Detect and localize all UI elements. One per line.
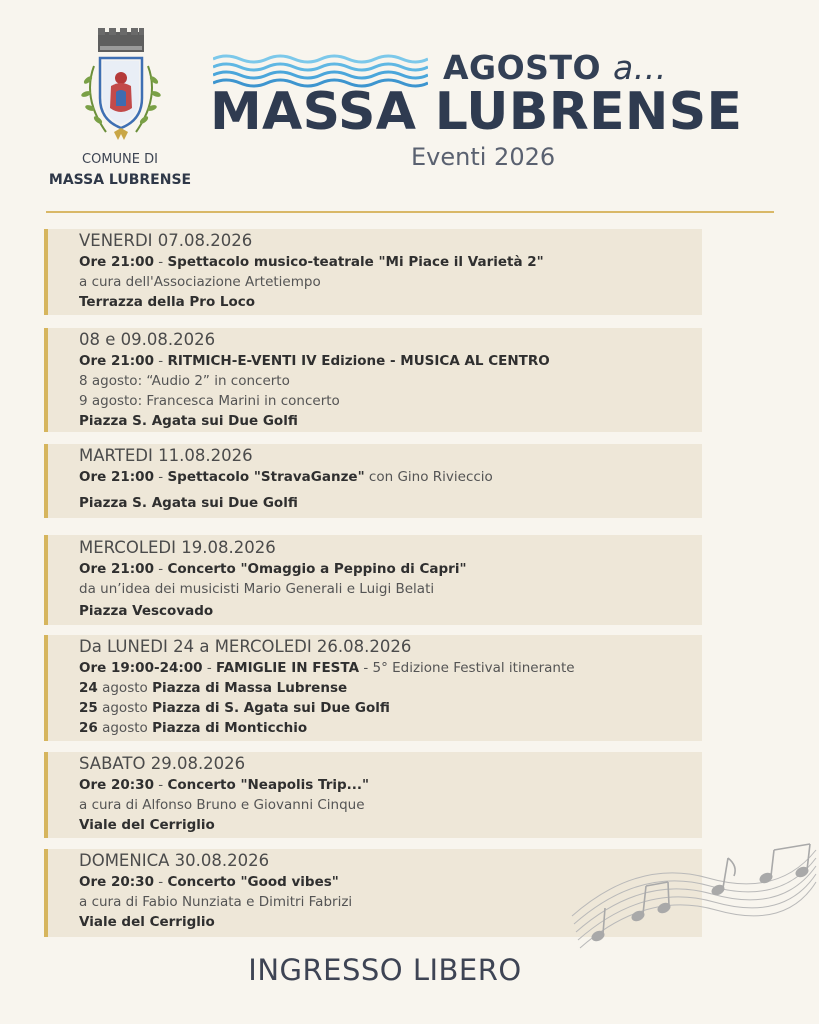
event-separator: - [153,777,168,793]
event-title-extra: con Gino Rivieccio [364,469,493,485]
event-card [44,328,702,432]
event-details: a cura di Fabio Nunziata e Dimitri Fabrizi [79,894,353,910]
event-time: Ore 19:00-24:00 [79,660,203,676]
event-separator: - [153,874,168,890]
event-card [44,752,702,838]
event-card [44,535,702,625]
event-card [44,229,702,315]
event-time: Ore 21:00 [79,254,154,270]
event-date: Da LUNEDI 24 a MERCOLEDI 26.08.2026 [79,637,412,656]
event-title: Spettacolo musico-teatrale "Mi Piace il Varietà 2" [167,254,544,270]
event-location: Piazza Vescovado [79,603,214,619]
event-separator: - [153,469,168,485]
event-title-extra: - 5° Edizione Festival itinerante [359,660,575,676]
event-location: Piazza S. Agata sui Due Golfi [79,413,298,429]
event-separator: - [153,353,168,369]
event-details: 9 agosto: Francesca Marini in concerto [79,393,340,409]
day-place: Piazza di S. Agata sui Due Golfi [152,700,390,716]
event-date: SABATO 29.08.2026 [79,754,246,773]
event-date: 08 e 09.08.2026 [79,330,216,349]
event-details: a cura dell'Associazione Artetiempo [79,274,321,290]
event-time: Ore 21:00 [79,561,154,577]
event-date: MARTEDI 11.08.2026 [79,446,253,465]
day-place: Piazza di Massa Lubrense [152,680,348,696]
event-card [44,635,702,741]
day-word: agosto [97,680,153,696]
day-word: agosto [97,700,153,716]
comune-label: COMUNE DI [82,152,158,167]
event-title: Concerto "Neapolis Trip..." [167,777,370,793]
event-date: MERCOLEDI 19.08.2026 [79,538,276,557]
event-details: 8 agosto: “Audio 2” in concerto [79,373,290,389]
day-number: 24 [79,680,98,696]
event-date: VENERDI 07.08.2026 [79,231,253,250]
crest-icon [76,28,166,146]
event-location: Viale del Cerriglio [79,817,215,833]
event-title: RITMICH-E-VENTI IV Edizione - MUSICA AL CENTRO [167,353,550,369]
event-card [44,444,702,518]
day-word: agosto [97,720,153,736]
event-separator: - [153,254,168,270]
page-subtitle: Eventi 2026 [411,143,556,171]
event-details: a cura di Alfonso Bruno e Giovanni Cinque [79,797,365,813]
event-title: Spettacolo "StravaGanze" [167,469,365,485]
comune-name: MASSA LUBRENSE [48,172,192,188]
agosto-suffix: a... [613,48,667,87]
page-title: MASSA LUBRENSE [210,82,743,142]
day-place: Piazza di Monticchio [152,720,308,736]
event-title: Concerto "Good vibes" [167,874,339,890]
event-time: Ore 21:00 [79,469,154,485]
event-date: DOMENICA 30.08.2026 [79,851,270,870]
event-separator: - [202,660,217,676]
event-location: Terrazza della Pro Loco [79,294,256,310]
ingresso-libero: INGRESSO LIBERO [248,953,522,987]
event-location: Piazza S. Agata sui Due Golfi [79,495,298,511]
header-divider [46,211,774,213]
event-details: da un’idea dei musicisti Mario Generali e Luigi Belati [79,581,435,597]
event-title: Concerto "Omaggio a Peppino di Capri" [167,561,467,577]
agosto-word: AGOSTO [443,48,602,87]
event-time: Ore 20:30 [79,777,154,793]
event-time: Ore 21:00 [79,353,154,369]
event-title: FAMIGLIE IN FESTA [216,660,360,676]
event-time: Ore 20:30 [79,874,154,890]
music-notes-icon [568,838,818,968]
day-number: 25 [79,700,98,716]
event-separator: - [153,561,168,577]
event-location: Viale del Cerriglio [79,914,215,930]
day-number: 26 [79,720,98,736]
